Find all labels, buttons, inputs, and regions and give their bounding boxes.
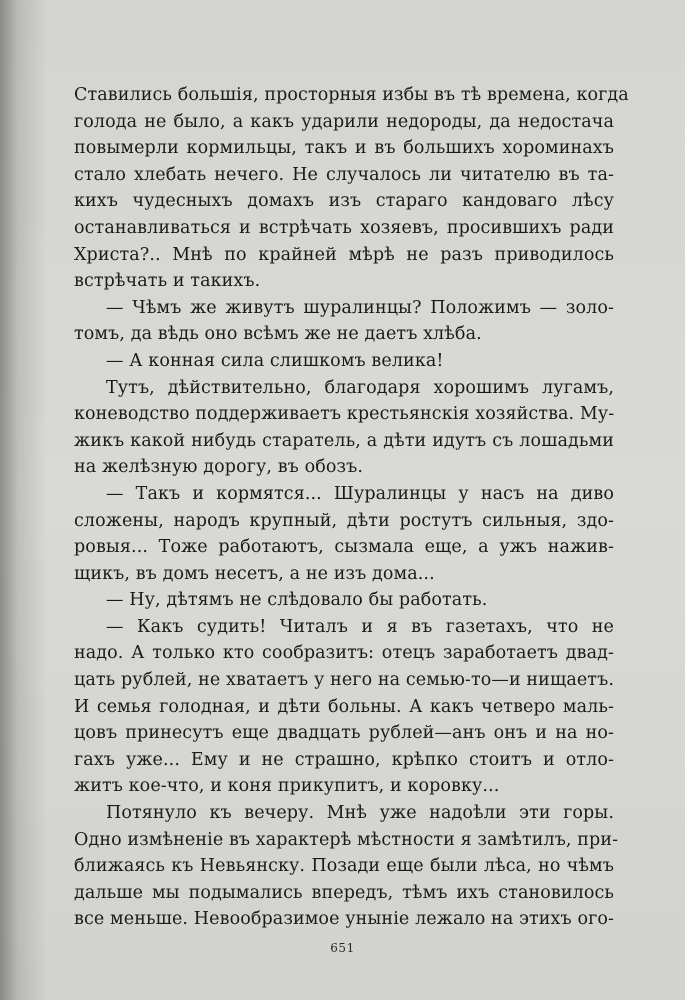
text-line: Одно измѣненіе въ характерѣ мѣстности я замѣтилъ, при- bbox=[74, 829, 619, 850]
text-line: встрѣчать и такихъ. bbox=[74, 271, 261, 292]
text-line: Христа?.. Мнѣ по крайней мѣрѣ не разъ приводилось bbox=[74, 244, 614, 265]
text-line: голода не было, а какъ ударили недороды, да недостача bbox=[74, 111, 614, 132]
text-line: кихъ чудесныхъ домахъ изъ стараго кандоваго лѣсу bbox=[74, 191, 614, 212]
text-line: Потянуло къ вечеру. Мнѣ уже надоѣли эти горы. bbox=[106, 803, 614, 824]
page-number: 651 bbox=[330, 941, 355, 955]
text-line: ровыя... Тоже работаютъ, сызмала еще, а ужъ нажив- bbox=[74, 537, 614, 558]
text-line: надо. А только кто сообразитъ: отецъ заработаетъ двад- bbox=[74, 643, 614, 664]
text-line: — Какъ судить! Читалъ и я въ газетахъ, что не bbox=[106, 616, 614, 637]
text-line: на желѣзную дорогу, въ обозъ. bbox=[74, 457, 364, 478]
text-line: останавливаться и встрѣчать хозяевъ, просившихъ ради bbox=[74, 217, 614, 238]
page-text bbox=[74, 82, 629, 933]
text-line: цать рублей, не хватаетъ у него на семью-то—и нищаетъ. bbox=[74, 670, 614, 691]
text-line: — А конная сила слишкомъ велика! bbox=[106, 350, 444, 371]
text-line: цовъ принесутъ еще двадцать рублей—анъ онъ и на но- bbox=[74, 723, 614, 744]
text-line: коневодство поддерживаетъ крестьянскія хозяйства. Му- bbox=[74, 404, 615, 425]
text-line: все меньше. Невообразимое уныніе лежало на этихъ ого- bbox=[74, 909, 614, 930]
text-line: щикъ, въ домъ несетъ, а не изъ дома... bbox=[74, 563, 435, 584]
text-line: жикъ какой нибудь старатель, а дѣти идутъ съ лошадьми bbox=[74, 430, 614, 451]
text-line: сложены, народъ крупный, дѣти ростутъ сильныя, здо- bbox=[74, 510, 614, 531]
text-line: дальше мы подымались впередъ, тѣмъ ихъ становилось bbox=[74, 882, 614, 903]
text-line: — Такъ и кормятся... Шуралинцы у насъ на диво bbox=[106, 483, 614, 504]
text-line: И семья голодная, и дѣти больны. А какъ четверо маль- bbox=[74, 696, 614, 717]
text-line: ближаясь къ Невьянску. Позади еще были лѣса, но чѣмъ bbox=[74, 856, 614, 877]
text-line: томъ, да вѣдь оно всѣмъ же не даетъ хлѣба. bbox=[74, 324, 482, 345]
text-line: — Ну, дѣтямъ не слѣдовало бы работать. bbox=[106, 590, 488, 611]
text-line: стало хлебать нечего. Не случалось ли читателю въ та- bbox=[74, 164, 614, 185]
text-line: повымерли кормильцы, такъ и въ большихъ хороминахъ bbox=[74, 138, 614, 159]
text-line: Тутъ, дѣйствительно, благодаря хорошимъ лугамъ, bbox=[106, 377, 614, 398]
text-line: — Чѣмъ же живутъ шуралинцы? Положимъ — золо- bbox=[106, 297, 614, 318]
text-line: житъ кое-что, и коня прикупитъ, и коровку... bbox=[74, 776, 500, 797]
text-line: Ставились большія, просторныя избы въ тѣ времена, когда bbox=[74, 85, 629, 105]
text-line: гахъ уже... Ему и не страшно, крѣпко стоитъ и отло- bbox=[74, 749, 614, 770]
